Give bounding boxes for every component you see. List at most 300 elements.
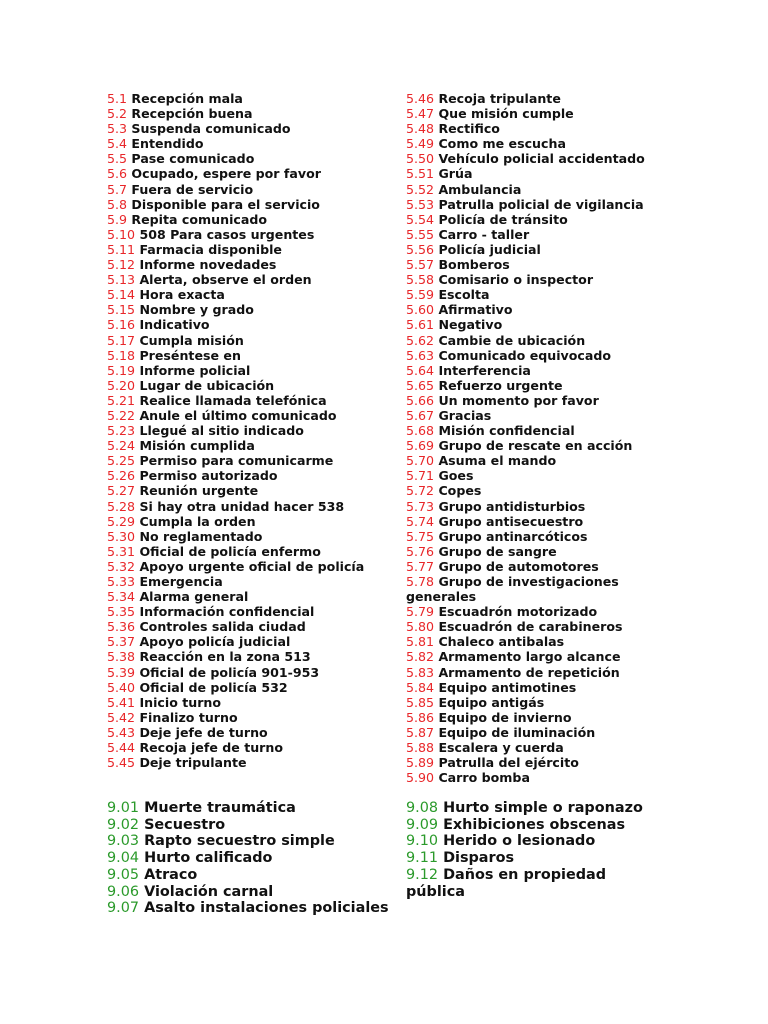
code-meaning: Recepción buena <box>131 106 253 122</box>
code-meaning: Como me escucha <box>438 136 566 152</box>
code-number: 5.57 <box>406 257 435 273</box>
codes-9-column-left <box>107 800 397 917</box>
code-number: 9.02 <box>107 816 140 833</box>
code-meaning: Daños en propiedad pública <box>406 866 607 900</box>
code-entry <box>406 317 661 332</box>
code-entry <box>406 348 661 363</box>
code-number: 5.33 <box>107 574 136 589</box>
code-number: 5.9 <box>107 211 128 227</box>
code-meaning: Apoyo urgente oficial de policía <box>139 558 365 574</box>
code-number: 9.03 <box>107 833 140 850</box>
code-number: 5.8 <box>107 196 128 212</box>
code-entry <box>406 574 661 604</box>
code-number: 5.60 <box>406 302 435 318</box>
code-number: 5.31 <box>107 543 136 559</box>
code-number: 5.44 <box>107 740 136 756</box>
code-meaning: Exhibiciones obscenas <box>443 816 626 833</box>
code-meaning: Armamento de repetición <box>438 664 620 680</box>
code-meaning: Equipo antigás <box>438 694 545 710</box>
code-number: 5.89 <box>406 755 435 771</box>
code-entry <box>406 453 661 468</box>
code-meaning: Un momento por favor <box>438 392 599 408</box>
code-entry <box>107 529 397 544</box>
code-meaning: Oficial de policía enfermo <box>139 543 321 559</box>
code-number: 5.61 <box>406 317 435 333</box>
code-meaning: Refuerzo urgente <box>438 377 563 393</box>
code-meaning: Pase comunicado <box>131 151 255 167</box>
code-entry <box>107 559 397 574</box>
code-meaning: Cumpla misión <box>139 332 244 348</box>
code-number: 5.67 <box>406 407 435 423</box>
code-number: 5.83 <box>406 664 435 680</box>
code-number: 9.10 <box>406 833 439 850</box>
code-number: 5.52 <box>406 181 435 197</box>
code-meaning: Equipo de invierno <box>438 709 572 725</box>
code-meaning: Grupo antinarcóticos <box>438 528 588 544</box>
code-number: 5.2 <box>107 106 128 122</box>
code-entry <box>406 166 661 181</box>
code-entry <box>406 106 661 121</box>
code-meaning: Reacción en la zona 513 <box>139 649 311 665</box>
code-meaning: Hurto simple o raponazo <box>443 800 643 816</box>
code-meaning: Ambulancia <box>438 181 522 197</box>
code-number: 5.30 <box>107 528 136 544</box>
code-entry <box>107 227 397 242</box>
code-meaning: Hora exacta <box>139 287 225 303</box>
code-entry <box>406 725 661 740</box>
code-meaning: Goes <box>438 468 474 484</box>
code-entry <box>406 514 661 529</box>
code-meaning: Oficial de policía 901-953 <box>139 664 320 680</box>
code-entry <box>406 559 661 574</box>
code-meaning: Herido o lesionado <box>443 833 596 850</box>
code-entry <box>107 634 397 649</box>
code-number: 5.88 <box>406 740 435 756</box>
codes-5-column-left <box>107 91 397 770</box>
code-entry <box>406 680 661 695</box>
code-number: 5.59 <box>406 287 435 303</box>
code-number: 5.77 <box>406 558 435 574</box>
code-entry <box>107 453 397 468</box>
code-meaning: Comisario o inspector <box>438 272 594 288</box>
code-meaning: Alerta, observe el orden <box>139 272 312 288</box>
code-entry <box>107 348 397 363</box>
code-entry <box>107 257 397 272</box>
code-meaning: Información confidencial <box>139 604 315 620</box>
code-meaning: Informe novedades <box>139 257 277 273</box>
code-meaning: Hurto calificado <box>144 850 273 867</box>
code-meaning: Farmacia disponible <box>139 241 282 257</box>
code-entry <box>406 483 661 498</box>
code-entry <box>107 438 397 453</box>
code-number: 5.63 <box>406 347 435 363</box>
code-number: 5.48 <box>406 121 435 137</box>
code-number: 5.72 <box>406 483 435 499</box>
code-number: 5.37 <box>107 634 136 650</box>
code-meaning: Rapto secuestro simple <box>144 833 335 850</box>
code-entry <box>406 867 661 900</box>
code-entry <box>107 408 397 423</box>
code-number: 5.35 <box>107 604 136 620</box>
code-entry <box>107 302 397 317</box>
code-number: 5.71 <box>406 468 435 484</box>
code-entry <box>406 91 661 106</box>
code-entry <box>107 136 397 151</box>
code-meaning: Reunión urgente <box>139 483 259 499</box>
code-meaning: 508 Para casos urgentes <box>139 226 315 242</box>
code-entry <box>107 619 397 634</box>
code-number: 5.90 <box>406 770 435 786</box>
code-entry <box>107 333 397 348</box>
code-number: 5.64 <box>406 362 435 378</box>
code-entry <box>107 755 397 770</box>
code-entry <box>107 544 397 559</box>
code-number: 5.69 <box>406 438 435 454</box>
code-number: 9.07 <box>107 900 140 917</box>
code-meaning: Copes <box>438 483 482 499</box>
code-entry <box>406 695 661 710</box>
code-meaning: Indicativo <box>139 317 210 333</box>
code-number: 5.66 <box>406 392 435 408</box>
code-meaning: Carro - taller <box>438 226 530 242</box>
code-meaning: Asalto instalaciones policiales <box>144 900 389 917</box>
code-meaning: Comunicado equivocado <box>438 347 612 363</box>
code-number: 5.15 <box>107 302 136 318</box>
code-entry <box>406 770 661 785</box>
code-number: 5.34 <box>107 589 136 605</box>
code-meaning: Policía de tránsito <box>438 211 568 227</box>
code-number: 5.87 <box>406 724 435 740</box>
code-meaning: Deje jefe de turno <box>139 724 268 740</box>
code-entry <box>406 544 661 559</box>
code-meaning: Llegué al sitio indicado <box>139 423 304 439</box>
code-entry <box>107 151 397 166</box>
code-entry <box>107 604 397 619</box>
code-meaning: Recoja tripulante <box>438 91 561 106</box>
code-entry <box>107 680 397 695</box>
code-meaning: Escuadrón motorizado <box>438 604 598 620</box>
code-entry <box>406 197 661 212</box>
code-entry <box>107 589 397 604</box>
code-meaning: Oficial de policía 532 <box>139 679 288 695</box>
code-number: 5.86 <box>406 709 435 725</box>
code-meaning: Escuadrón de carabineros <box>438 619 623 635</box>
code-meaning: Disponible para el servicio <box>131 196 320 212</box>
code-entry <box>406 151 661 166</box>
code-entry <box>406 182 661 197</box>
code-number: 5.75 <box>406 528 435 544</box>
code-meaning: Grupo antidisturbios <box>438 498 586 514</box>
code-meaning: Negativo <box>438 317 503 333</box>
code-number: 5.46 <box>406 91 435 106</box>
code-meaning: Controles salida ciudad <box>139 619 306 635</box>
code-meaning: Preséntese en <box>139 347 241 363</box>
code-meaning: Permiso para comunicarme <box>139 453 334 469</box>
code-entry <box>107 363 397 378</box>
code-entry <box>107 287 397 302</box>
code-number: 5.28 <box>107 498 136 514</box>
code-meaning: Nombre y grado <box>139 302 254 318</box>
code-meaning: Patrulla del ejército <box>438 755 579 771</box>
code-entry <box>406 302 661 317</box>
code-number: 5.68 <box>406 423 435 439</box>
code-number: 5.22 <box>107 407 136 423</box>
code-entry <box>406 227 661 242</box>
code-number: 5.84 <box>406 679 435 695</box>
code-meaning: Misión confidencial <box>438 423 575 439</box>
code-meaning: Ocupado, espere por favor <box>131 166 321 182</box>
code-entry <box>107 91 397 106</box>
code-entry <box>107 106 397 121</box>
code-number: 5.76 <box>406 543 435 559</box>
code-meaning: Suspenda comunicado <box>131 121 291 137</box>
code-meaning: Grupo de sangre <box>438 543 557 559</box>
code-entry <box>406 833 661 850</box>
code-number: 5.17 <box>107 332 136 348</box>
code-meaning: Anule el último comunicado <box>139 407 337 423</box>
code-entry <box>107 710 397 725</box>
code-number: 5.81 <box>406 634 435 650</box>
code-entry <box>406 242 661 257</box>
code-meaning: Gracias <box>438 407 492 423</box>
code-meaning: Interferencia <box>438 362 531 378</box>
code-number: 5.55 <box>406 226 435 242</box>
code-entry <box>406 438 661 453</box>
code-meaning: No reglamentado <box>139 528 263 544</box>
code-number: 5.85 <box>406 694 435 710</box>
code-number: 5.53 <box>406 196 435 212</box>
code-meaning: Grupo de rescate en acción <box>438 438 633 454</box>
code-number: 5.58 <box>406 272 435 288</box>
code-meaning: Que misión cumple <box>438 106 574 122</box>
code-meaning: Equipo de iluminación <box>438 724 596 740</box>
code-meaning: Carro bomba <box>438 770 530 786</box>
code-number: 5.18 <box>107 347 136 363</box>
code-entry <box>107 499 397 514</box>
code-meaning: Cambie de ubicación <box>438 332 586 348</box>
code-number: 5.43 <box>107 724 136 740</box>
code-entry <box>406 363 661 378</box>
code-meaning: Atraco <box>144 866 198 883</box>
code-entry <box>406 378 661 393</box>
code-meaning: Grupo de automotores <box>438 558 599 574</box>
code-meaning: Policía judicial <box>438 241 541 257</box>
code-number: 5.39 <box>107 664 136 680</box>
code-entry <box>107 121 397 136</box>
code-meaning: Chaleco antibalas <box>438 634 565 650</box>
code-meaning: Violación carnal <box>144 883 274 900</box>
code-number: 5.4 <box>107 136 128 152</box>
code-number: 9.09 <box>406 816 439 833</box>
code-meaning: Armamento largo alcance <box>438 649 621 665</box>
code-entry <box>406 817 661 834</box>
code-number: 9.04 <box>107 850 140 867</box>
code-entry <box>406 800 661 817</box>
code-entry <box>107 740 397 755</box>
code-number: 5.73 <box>406 498 435 514</box>
code-entry <box>406 665 661 680</box>
code-meaning: Alarma general <box>139 589 249 605</box>
code-number: 5.32 <box>107 558 136 574</box>
code-entry <box>107 393 397 408</box>
code-entry <box>107 182 397 197</box>
code-number: 5.47 <box>406 106 435 122</box>
code-entry <box>107 514 397 529</box>
code-meaning: Apoyo policía judicial <box>139 634 291 650</box>
code-entry <box>406 755 661 770</box>
code-meaning: Misión cumplida <box>139 438 255 454</box>
code-entry <box>107 272 397 287</box>
code-meaning: Rectifico <box>438 121 500 137</box>
code-number: 5.19 <box>107 362 136 378</box>
code-entry <box>406 529 661 544</box>
code-meaning: Escolta <box>438 287 490 303</box>
code-entry <box>406 121 661 136</box>
code-meaning: Fuera de servicio <box>131 181 254 197</box>
code-meaning: Lugar de ubicación <box>139 377 275 393</box>
code-entry <box>406 499 661 514</box>
code-meaning: Asuma el mando <box>438 453 557 469</box>
code-number: 5.41 <box>107 694 136 710</box>
code-entry <box>107 197 397 212</box>
code-entry <box>406 710 661 725</box>
code-number: 5.36 <box>107 619 136 635</box>
code-meaning: Realice llamada telefónica <box>139 392 327 408</box>
code-meaning: Permiso autorizado <box>139 468 278 484</box>
code-number: 5.56 <box>406 241 435 257</box>
code-meaning: Vehículo policial accidentado <box>438 151 645 167</box>
code-entry <box>107 833 397 850</box>
code-number: 5.79 <box>406 604 435 620</box>
code-entry <box>406 257 661 272</box>
code-meaning: Afirmativo <box>438 302 513 318</box>
code-number: 5.20 <box>107 377 136 393</box>
code-number: 5.65 <box>406 377 435 393</box>
code-meaning: Equipo antimotines <box>438 679 577 695</box>
code-entry <box>107 423 397 438</box>
code-number: 9.12 <box>406 866 439 883</box>
code-meaning: Escalera y cuerda <box>438 740 564 756</box>
code-entry <box>107 212 397 227</box>
code-entry <box>107 665 397 680</box>
code-meaning: Repita comunicado <box>131 211 268 227</box>
code-entry <box>107 900 397 917</box>
code-meaning: Disparos <box>443 850 515 867</box>
code-number: 5.3 <box>107 121 128 137</box>
code-entry <box>406 287 661 302</box>
code-entry <box>406 333 661 348</box>
code-meaning: Patrulla policial de vigilancia <box>438 196 644 212</box>
codes-9-column-right <box>406 800 661 900</box>
code-meaning: Grúa <box>438 166 473 182</box>
code-number: 5.45 <box>107 755 136 771</box>
code-number: 5.5 <box>107 151 128 167</box>
code-meaning: Cumpla la orden <box>139 513 256 529</box>
code-number: 5.78 <box>406 574 435 589</box>
code-entry <box>107 850 397 867</box>
code-entry <box>107 483 397 498</box>
code-entry <box>406 136 661 151</box>
code-entry <box>107 800 397 817</box>
codes-5-column-right <box>406 91 661 785</box>
code-entry <box>107 649 397 664</box>
code-number: 5.54 <box>406 211 435 227</box>
code-number: 5.6 <box>107 166 128 182</box>
code-number: 5.70 <box>406 453 435 469</box>
code-entry <box>406 468 661 483</box>
code-number: 9.08 <box>406 800 439 816</box>
code-meaning: Deje tripulante <box>139 755 247 771</box>
code-meaning: Grupo antisecuestro <box>438 513 584 529</box>
code-entry <box>406 649 661 664</box>
code-entry <box>107 166 397 181</box>
code-number: 5.62 <box>406 332 435 348</box>
code-entry <box>107 468 397 483</box>
code-number: 5.40 <box>107 679 136 695</box>
code-meaning: Recoja jefe de turno <box>139 740 284 756</box>
code-meaning: Entendido <box>131 136 204 152</box>
code-number: 9.06 <box>107 883 140 900</box>
code-number: 5.82 <box>406 649 435 665</box>
code-number: 5.24 <box>107 438 136 454</box>
code-meaning: Bomberos <box>438 257 510 273</box>
code-number: 5.38 <box>107 649 136 665</box>
code-entry <box>107 817 397 834</box>
code-number: 5.29 <box>107 513 136 529</box>
code-entry <box>107 867 397 884</box>
code-number: 5.10 <box>107 226 136 242</box>
code-entry <box>107 695 397 710</box>
code-number: 5.14 <box>107 287 136 303</box>
code-number: 5.11 <box>107 241 136 257</box>
code-number: 5.49 <box>406 136 435 152</box>
code-meaning: Grupo de investigaciones generales <box>406 574 619 605</box>
code-number: 5.25 <box>107 453 136 469</box>
code-meaning: Muerte traumática <box>144 800 296 816</box>
code-number: 5.80 <box>406 619 435 635</box>
code-number: 9.05 <box>107 866 140 883</box>
code-meaning: Inicio turno <box>139 694 222 710</box>
code-number: 5.27 <box>107 483 136 499</box>
code-number: 9.11 <box>406 850 439 867</box>
code-entry <box>406 619 661 634</box>
code-entry <box>107 378 397 393</box>
code-entry <box>406 850 661 867</box>
code-number: 9.01 <box>107 800 140 816</box>
code-entry <box>406 423 661 438</box>
code-meaning: Informe policial <box>139 362 251 378</box>
code-entry <box>406 740 661 755</box>
code-number: 5.16 <box>107 317 136 333</box>
code-number: 5.50 <box>406 151 435 167</box>
code-entry <box>406 604 661 619</box>
code-number: 5.1 <box>107 91 128 106</box>
code-number: 5.74 <box>406 513 435 529</box>
code-entry <box>107 242 397 257</box>
code-number: 5.12 <box>107 257 136 273</box>
code-meaning: Emergencia <box>139 574 223 589</box>
code-number: 5.23 <box>107 423 136 439</box>
code-entry <box>406 634 661 649</box>
code-entry <box>406 393 661 408</box>
code-number: 5.51 <box>406 166 435 182</box>
code-number: 5.26 <box>107 468 136 484</box>
code-entry <box>406 272 661 287</box>
code-number: 5.13 <box>107 272 136 288</box>
code-entry <box>107 574 397 589</box>
code-number: 5.42 <box>107 709 136 725</box>
code-number: 5.21 <box>107 392 136 408</box>
